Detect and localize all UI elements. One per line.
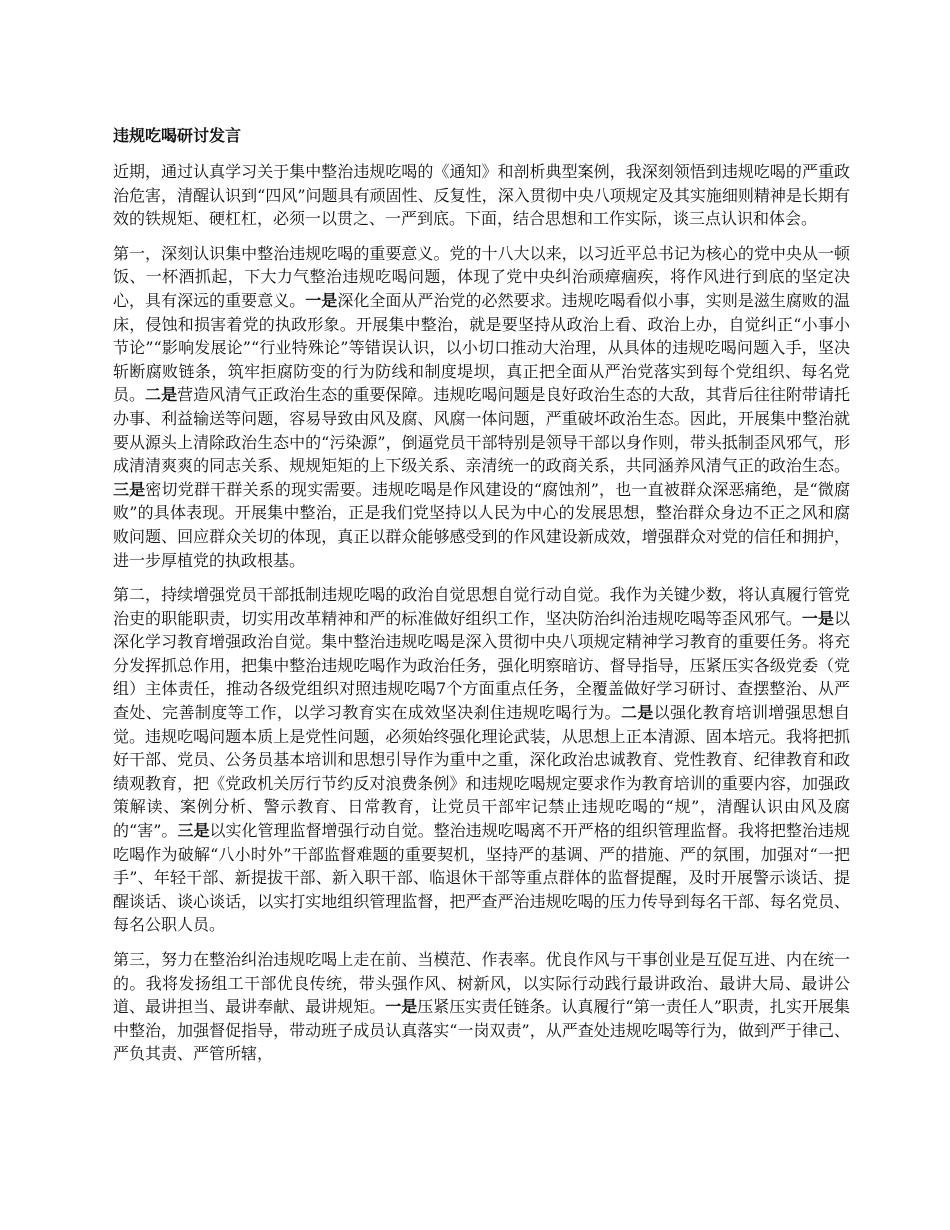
bold-ordinal: 二是 <box>620 703 654 723</box>
paragraph-text: 压紧压实责任链条。认真履行“第一责任人”职责，扎实开展集中整治，加强督促指导，带动班子成员认真落实“一岗双责”，从严查处违规吃喝等行为，做到严于律己、严负其责、严管所辖， <box>113 997 850 1064</box>
body-paragraph <box>113 948 850 1066</box>
paragraph-text: 密切党群干群关系的现实需要。违规吃喝是作风建设的“腐蚀剂”，也一直被群众深恶痛绝，是“微腐败”的具体表现。开展集中整治，正是我们党坚持以人民为中心的发展思想，整治群众身边不正之风和腐败问题、回应群众关切的体现，真正以群众能够感受到的作风建设新成效，增强群众对党的信任和拥护，进一步厚植党的执政根基。 <box>113 479 850 570</box>
bold-ordinal: 一是 <box>385 997 418 1017</box>
bold-ordinal: 二是 <box>145 385 178 405</box>
paragraph-text: 第三，努力在整治纠治违规吃喝上走在前、当模范、作表率。优良作风与干事创业是互促互进、内在统一的。我将发扬组工干部优良传统，带头强作风、树新风，以实际行动践行最讲政治、最讲大局、最讲公道、最讲担当、最讲奉献、最讲规矩。 <box>113 950 850 1017</box>
body-paragraph <box>113 242 850 572</box>
paragraph-text: 以深化学习教育增强政治自觉。集中整治违规吃喝是深入贯彻中央八项规定精神学习教育的重要任务。将充分发挥抓总作用，把集中整治违规吃喝作为政治任务，强化明察暗访、督导指导，压紧压实各级党委（党组）主体责任，推动各级党组织对照违规吃喝7个方面重点任务，全覆盖做好学习研讨、查摆整治、从严查处、完善制度等工作，以学习教育实在成效坚决刹住违规吃喝行为。 <box>113 608 850 723</box>
bold-ordinal: 一是 <box>305 290 338 310</box>
paragraph-text: 第二，持续增强党员干部抵制违规吃喝的政治自觉思想自觉行动自觉。我作为关键少数，将认真履行管党治吏的职能职责，切实用改革精神和严的标准做好组织工作，坚决防治纠治违规吃喝等歪风邪气。 <box>113 585 850 628</box>
bold-ordinal: 一是 <box>801 608 834 628</box>
paragraph-text: 以实化管理监督增强行动自觉。整治违规吃喝离不开严格的组织管理监督。我将把整治违规吃喝作为破解“八小时外”干部监督难题的重要契机，坚持严的基调、严的措施、严的氛围，加强对“一把手”、年轻干部、新提拔干部、新入职干部、临退休干部等重点群体的监督提醒，及时开展警示谈话、提醒谈话、谈心谈话，以实打实地组织管理监督，把严查严治违规吃喝的压力传导到每名干部、每名党员、每名公职人员。 <box>113 821 850 935</box>
paragraph-text: 近期，通过认真学习关于集中整治违规吃喝的《通知》和剖析典型案例，我深刻领悟到违规吃喝的严重政治危害，清醒认识到“四风”问题具有顽固性、反复性，深入贯彻中央八项规定及其实施细则精神是长期有效的铁规矩、硬杠杠，必须一以贯之、一严到底。下面，结合思想和工作实际，谈三点认识和体会。 <box>113 162 850 229</box>
document-body <box>113 160 850 1066</box>
paragraph-text: 深化全面从严治党的必然要求。违规吃喝看似小事，实则是滋生腐败的温床，侵蚀和损害着党的执政形象。开展集中整治，就是要坚持从政治上看、政治上办，自觉纠正“小事小节论”“影响发展论”“行业特殊论”等错误认识，以小切口推动大治理，从具体的违规吃喝问题入手，坚决斩断腐败链条，筑牢拒腐防变的行为防线和制度堤坝，真正把全面从严治党落实到每个党组织、每名党员。 <box>113 290 850 405</box>
paragraph-text: 第一，深刻认识集中整治违规吃喝的重要意义。党的十八大以来，以习近平总书记为核心的党中央从一顿饭、一杯酒抓起，下大力气整治违规吃喝问题，体现了党中央纠治顽瘴痼疾，将作风进行到底的坚定决心，具有深远的重要意义。 <box>113 243 850 310</box>
paragraph-text: 以强化教育培训增强思想自觉。违规吃喝问题本质上是党性问题，必须始终强化理论武装，从思想上正本清源、固本培元。我将把抓好干部、党员、公务员基本培训和思想引导作为重中之重，深化政治忠诚教育、党性教育、纪律教育和政绩观教育，把《党政机关厉行节约反对浪费条例》和违规吃喝规定要求作为教育培训的重要内容，加强政策解读、案例分析、警示教育、日常教育，让党员干部牢记禁止违规吃喝的“规”，清醒认识由风及腐的“害”。 <box>113 703 850 841</box>
document-title: 违规吃喝研讨发言 <box>113 126 242 145</box>
bold-ordinal: 三是 <box>113 479 146 499</box>
document-page <box>113 124 850 1077</box>
body-paragraph <box>113 583 850 937</box>
paragraph-text: 营造风清气正政治生态的重要保障。违规吃喝问题是良好政治生态的大敌，其背后往往附带请托办事、利益输送等问题，容易导致由风及腐、风腐一体问题，严重破坏政治生态。因此，开展集中整治就要从源头上清除政治生态中的“污染源”，倒逼党员干部特别是领导干部以身作则，带头抵制歪风邪气，形成清清爽爽的同志关系、规规矩矩的上下级关系、亲清统一的政商关系，共同涵养风清气正的政治生态。 <box>113 385 850 476</box>
bold-ordinal: 三是 <box>177 821 210 841</box>
body-paragraph <box>113 160 850 231</box>
